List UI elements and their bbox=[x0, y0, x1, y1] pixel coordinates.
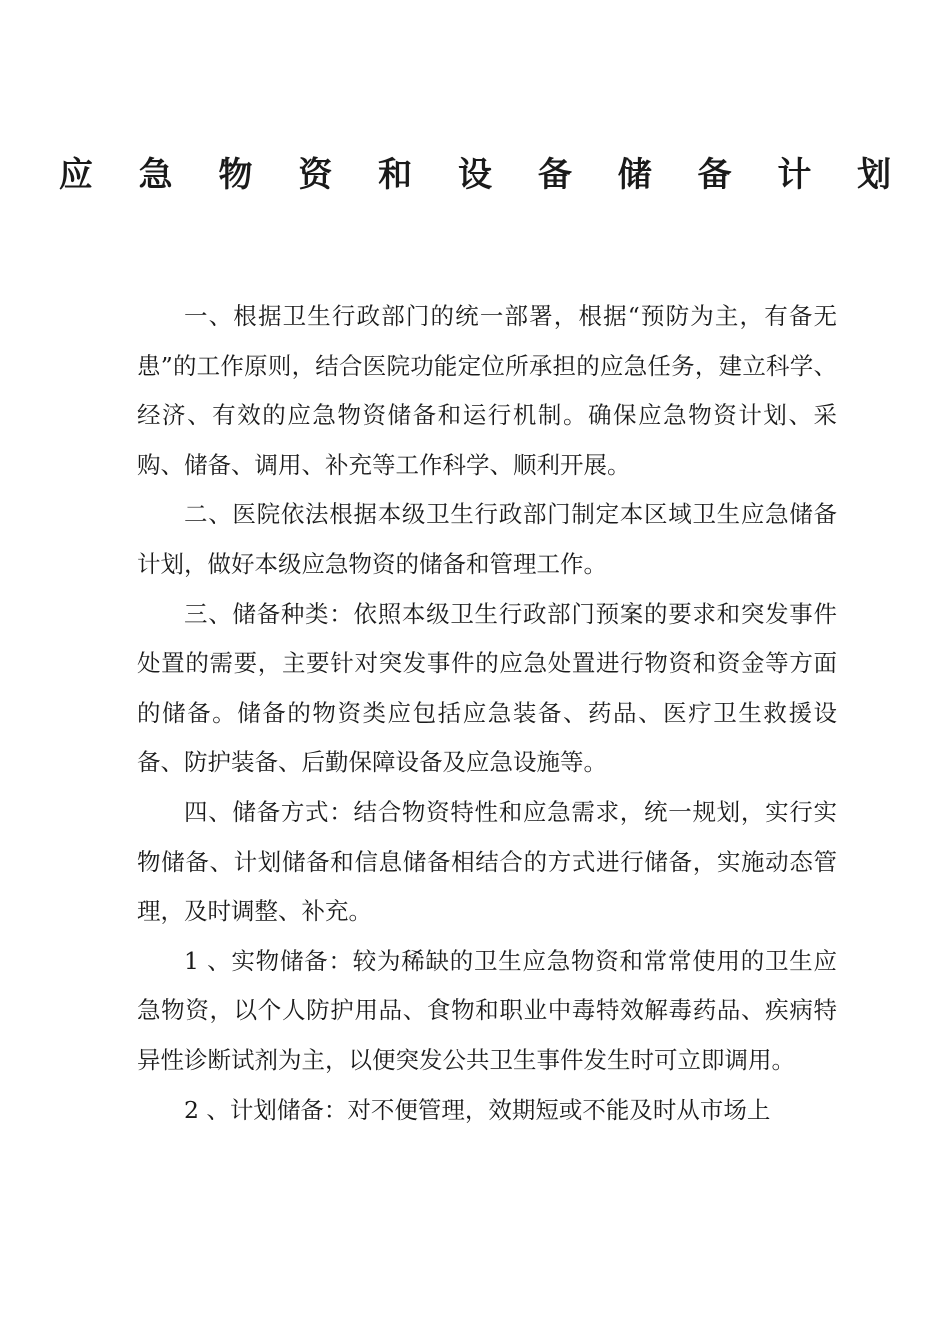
paragraph-2: 二、医院依法根据本级卫生行政部门制定本区域卫生应急储备计划，做好本级应急物资的储备和管理工作。 bbox=[137, 500, 837, 578]
document-title: 应 急 物 资 和 设 备 储 备 计 划 bbox=[58, 155, 909, 195]
paragraph-4: 四、储备方式：结合物资特性和应急需求，统一规划，实行实物储备、计划储备和信息储备相结合的方式进行储备，实施动态管理，及时调整、补充。 bbox=[137, 797, 837, 926]
paragraph-6: 2 、计划储备：对不便管理，效期短或不能及时从市场上 bbox=[184, 1095, 771, 1124]
paragraph-3: 三、储备种类：依照本级卫生行政部门预案的要求和突发事件处置的需要，主要针对突发事件的应急处置进行物资和资金等方面的储备。储备的物资类应包括应急装备、药品、医疗卫生救援设备、防护装备、后勤保障设备及应急设施等。 bbox=[137, 599, 837, 777]
paragraph-1: 一、根据卫生行政部门的统一部署，根据“预防为主，有备无患”的工作原则，结合医院功能定位所承担的应急任务，建立科学、经济、有效的应急物资储备和运行机制。确保应急物资计划、采购、储备、调用、补充等工作科学、顺利开展。 bbox=[137, 302, 837, 479]
document-body bbox=[137, 292, 837, 1135]
paragraph-5: 1 、实物储备：较为稀缺的卫生应急物资和常常使用的卫生应急物资，以个人防护用品、食物和职业中毒特效解毒药品、疾病特异性诊断试剂为主，以便突发公共卫生事件发生时可立即调用。 bbox=[137, 946, 837, 1074]
